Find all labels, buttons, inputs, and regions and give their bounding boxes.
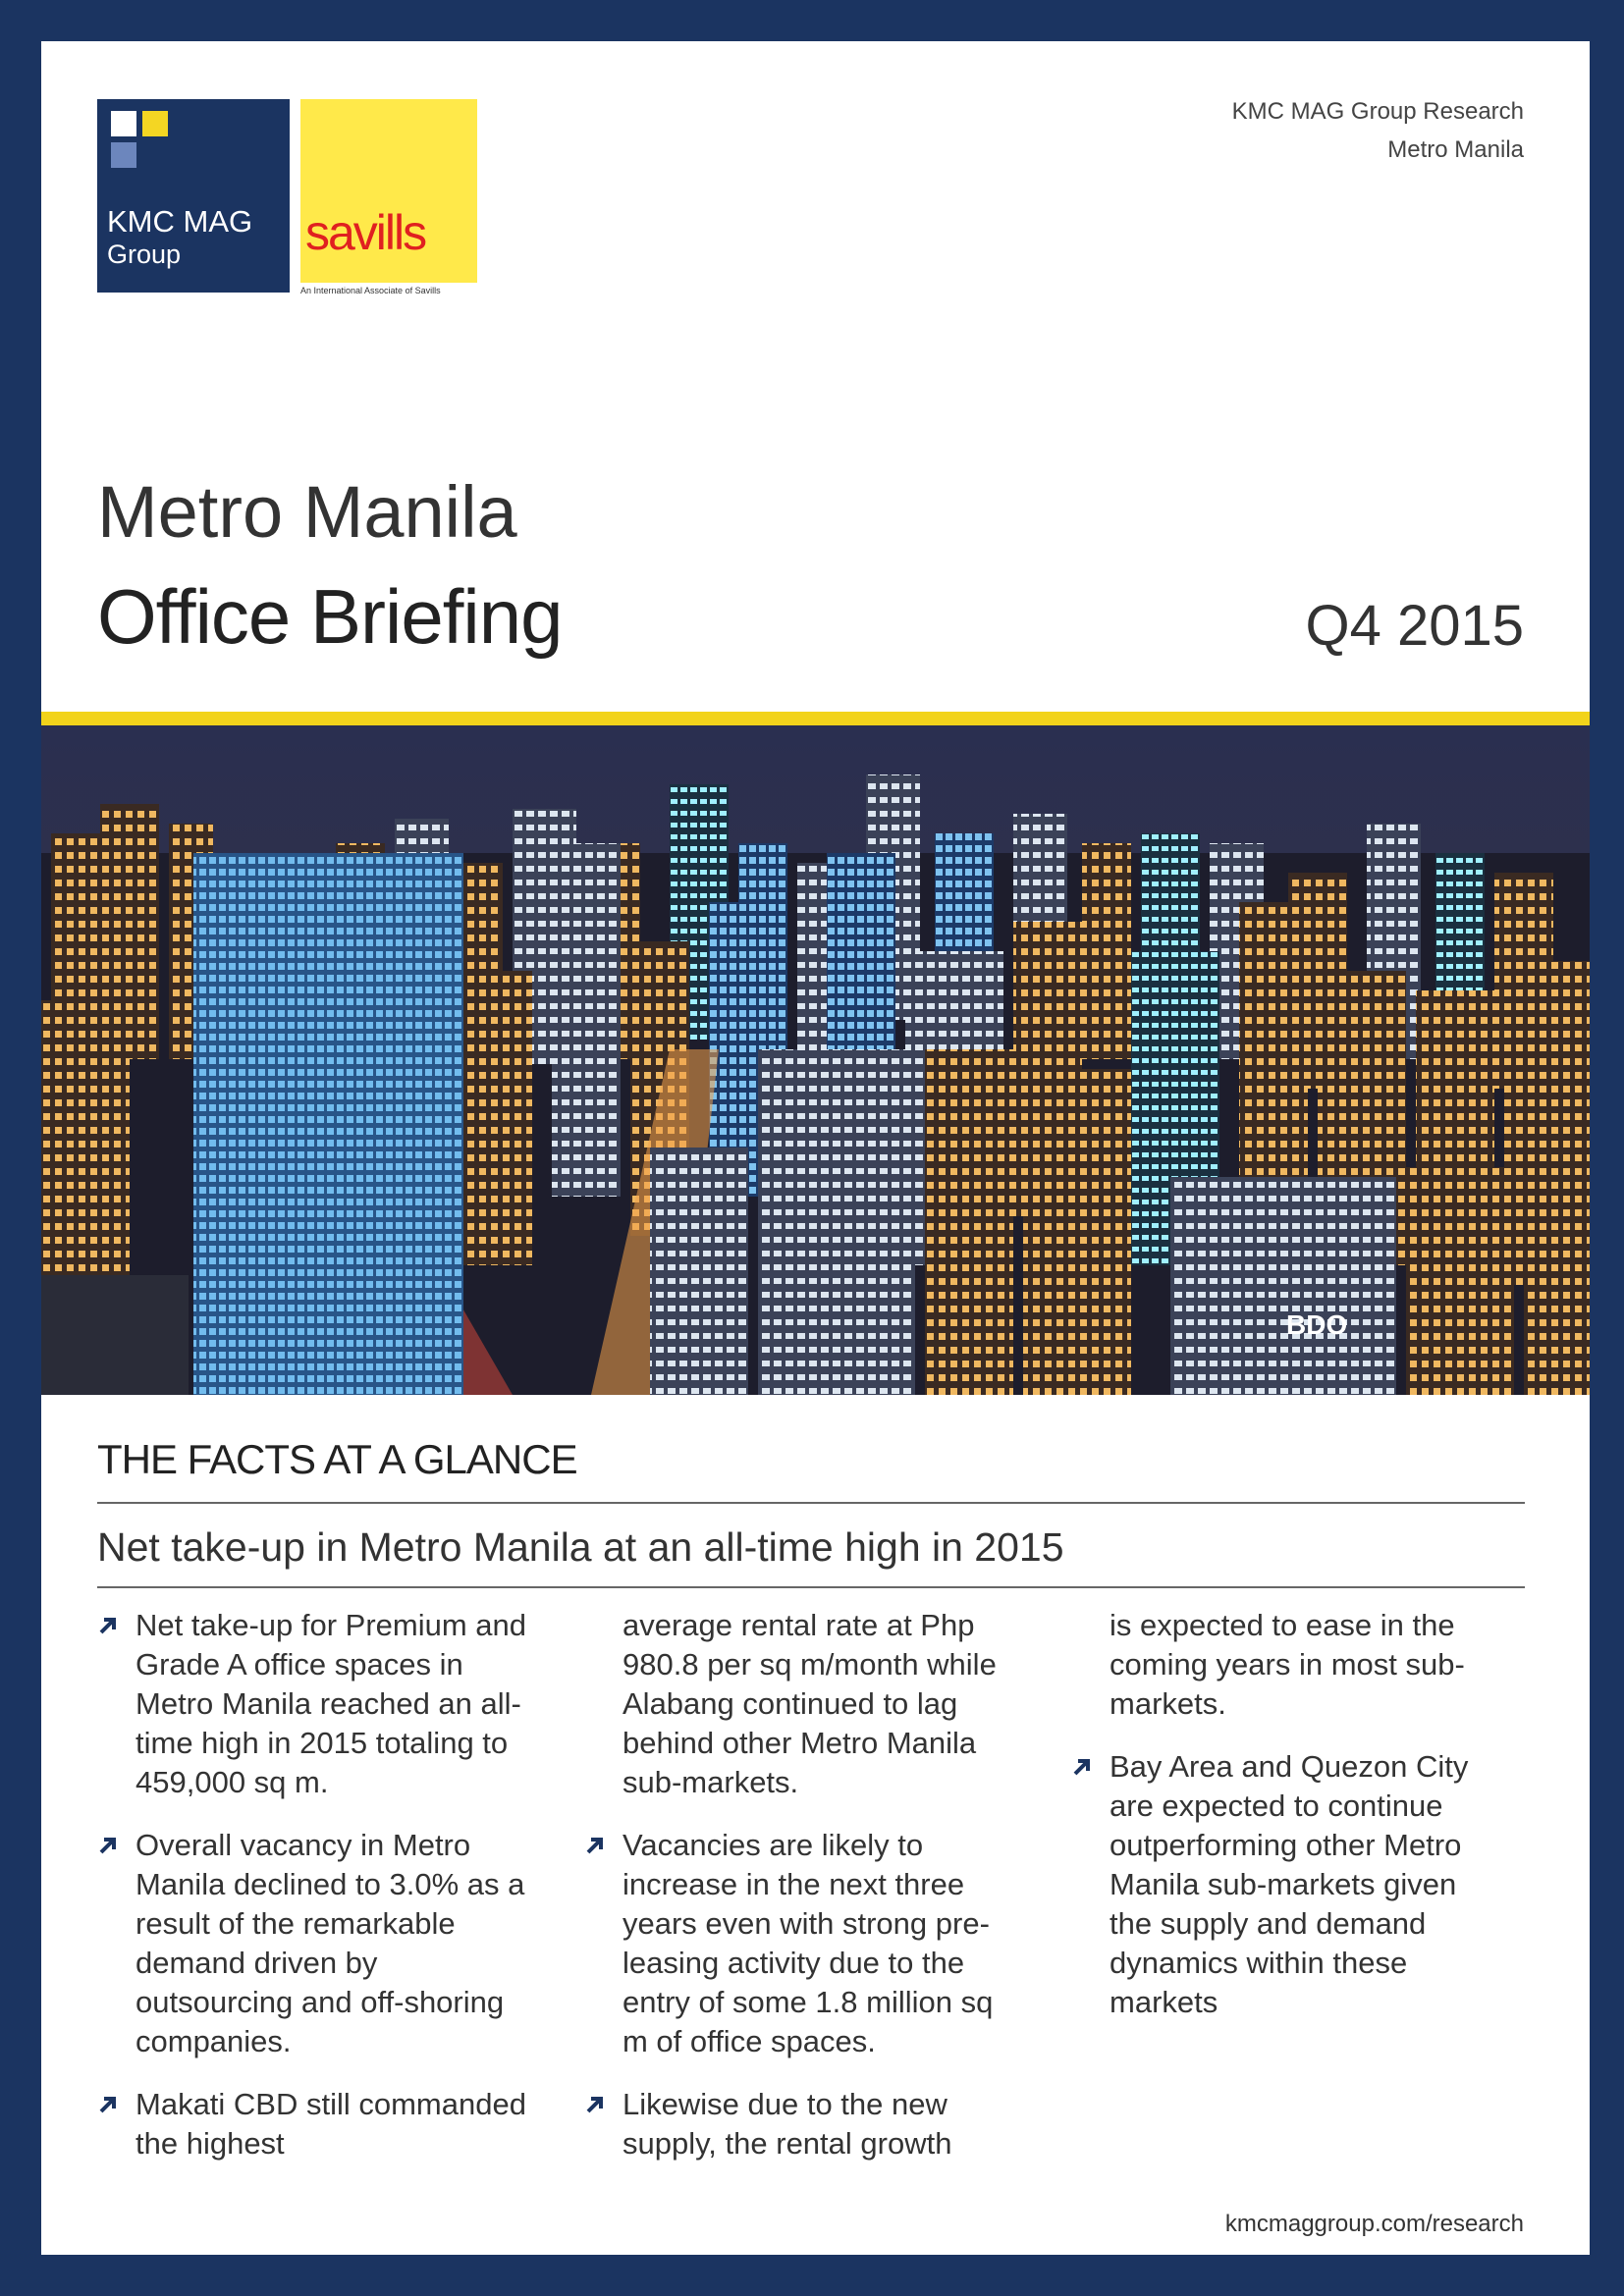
fact-text: is expected to ease in the coming years in most sub-markets. <box>1110 1608 1465 1721</box>
fact-text: Makati CBD still commanded the highest <box>135 2087 526 2161</box>
heading-rule <box>97 1502 1525 1504</box>
arrow-up-right-icon <box>584 1835 606 1856</box>
facts-column-2 <box>584 1606 1016 2187</box>
logo-square-white <box>111 111 136 136</box>
facts-column-3 <box>1071 1606 1503 2046</box>
quarter-label: Q4 2015 <box>1305 594 1524 658</box>
savills-tagline: An International Associate of Savills <box>300 286 441 295</box>
fact-text: Bay Area and Quezon City are expected to continue outperforming other Metro Manila sub-markets given the supply and demand dynamics within these markets <box>1110 1749 1469 2019</box>
logo-square-yellow <box>142 111 168 136</box>
city-skyline-photo <box>41 725 1590 1395</box>
kmc-logo-group: Group <box>107 240 182 269</box>
fact-text: Likewise due to the new supply, the rental growth <box>623 2087 952 2161</box>
fact-continuation <box>584 1606 1016 1802</box>
arrow-up-right-icon <box>97 1615 119 1636</box>
page-title: Office Briefing <box>97 573 563 660</box>
arrow-up-right-icon <box>97 2094 119 2115</box>
research-header <box>1232 92 1524 169</box>
arrow-up-right-icon <box>97 1835 119 1856</box>
research-website-link[interactable]: kmcmaggroup.com/research <box>1224 2211 1524 2237</box>
subheading-rule <box>97 1586 1525 1588</box>
yellow-divider-bar <box>41 712 1590 725</box>
fact-continuation <box>1071 1606 1503 1724</box>
facts-subheading: Net take-up in Metro Manila at an all-time high in 2015 <box>97 1524 1064 1570</box>
fact-text: Overall vacancy in Metro Manila declined to 3.0% as a result of the remarkable demand driven by outsourcing and off-shoring companies. <box>135 1828 525 2058</box>
savills-logo <box>300 99 477 283</box>
kmc-logo-name: KMC MAG <box>107 204 253 239</box>
kmc-mag-logo <box>97 99 290 293</box>
research-line-1: KMC MAG Group Research <box>1231 98 1524 125</box>
facts-column-1 <box>97 1606 529 2187</box>
arrow-up-right-icon <box>584 2094 606 2115</box>
fact-bullet <box>1071 1747 1503 2022</box>
fact-text: average rental rate at Php 980.8 per sq m/month while Alabang continued to lag behind other Metro Manila sub-markets. <box>623 1608 997 1799</box>
bdo-sign: BDO <box>1286 1309 1348 1340</box>
savills-wordmark: savills <box>305 205 426 260</box>
skyline-illustration <box>41 725 1590 1395</box>
arrow-up-right-icon <box>1071 1756 1093 1778</box>
fact-text: Vacancies are likely to increase in the next three years even with strong pre-leasing activity due to the entry of some 1.8 million sq m of office spaces. <box>623 1828 994 2058</box>
fact-text: Net take-up for Premium and Grade A office spaces in Metro Manila reached an all-time high in 2015 totaling to 459,000 sq m. <box>135 1608 527 1799</box>
fact-bullet <box>97 2085 529 2163</box>
document-page <box>41 41 1590 2255</box>
fact-bullet <box>97 1606 529 1802</box>
research-line-2: Metro Manila <box>1387 136 1524 163</box>
facts-heading: THE FACTS AT A GLANCE <box>97 1436 577 1482</box>
title-location: Metro Manila <box>97 471 517 553</box>
logo-square-blue <box>111 142 136 168</box>
fact-bullet <box>97 1826 529 2061</box>
fact-bullet <box>584 1826 1016 2061</box>
fact-bullet <box>584 2085 1016 2163</box>
